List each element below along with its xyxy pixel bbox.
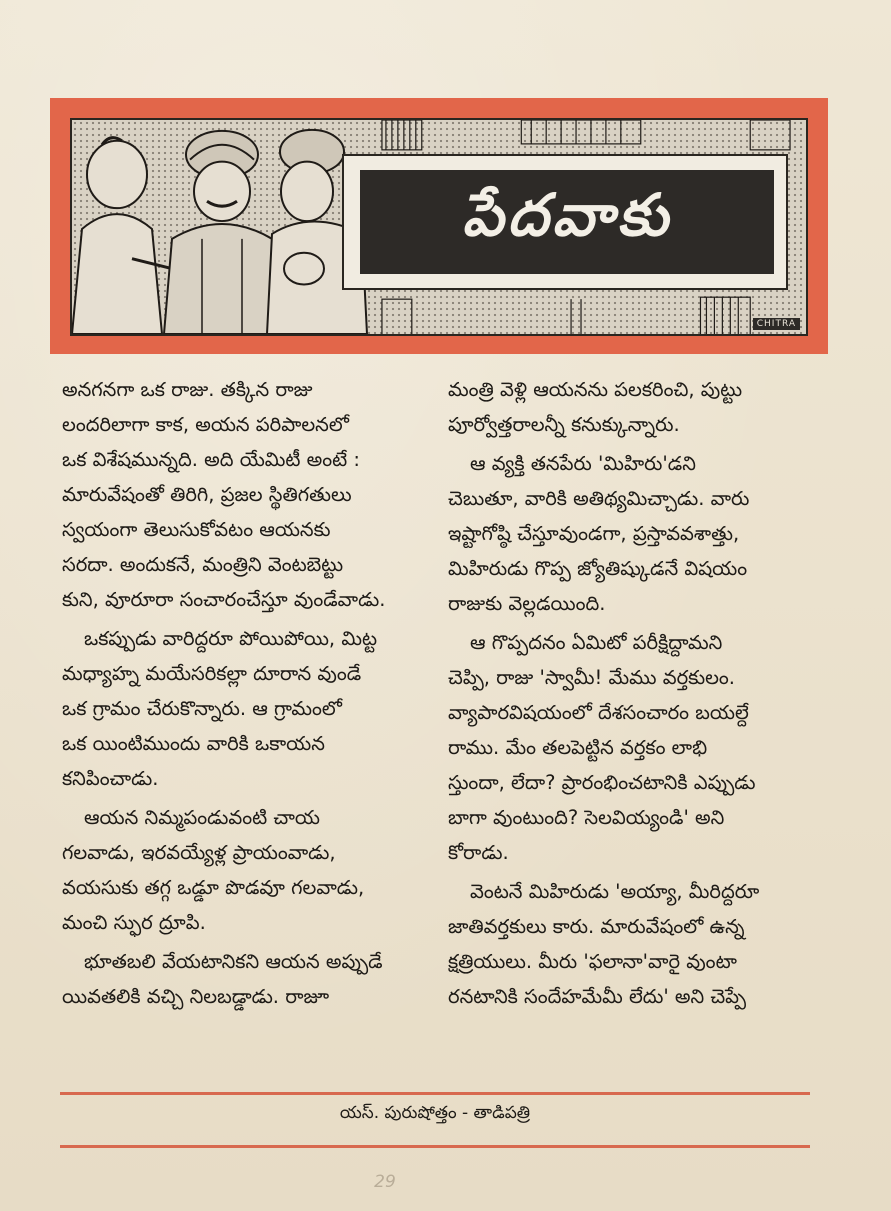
story-paragraph bbox=[62, 800, 442, 940]
story-line: స్వయంగా తెలుసుకోవటం ఆయనకు bbox=[62, 518, 331, 541]
story-line: అనగనగా ఒక రాజు. తక్కిన రాజు bbox=[62, 378, 313, 401]
story-line: ఆ గొప్పదనం ఏమిటో పరీక్షిద్దామని bbox=[470, 631, 723, 654]
story-line: సరదా. అందుకనే, మంత్రిని వెంటబెట్టు bbox=[62, 553, 344, 576]
story-line: ఆ వ్యక్తి తనపేరు 'మిహిరు'డని bbox=[470, 452, 696, 475]
author-credit: యస్. పురుషోత్తం - తాడిపత్రి bbox=[339, 1103, 531, 1123]
story-header-banner bbox=[50, 98, 828, 354]
story-line: పూర్వోత్తరాలన్నీ కనుక్కున్నారు. bbox=[448, 413, 680, 436]
story-line: వ్యాపారవిషయంలో దేశసంచారం బయల్దే bbox=[448, 701, 749, 724]
story-line: ఇష్టాగోష్ఠి చేస్తూవుండగా, ప్రస్తావవశాత్తు, bbox=[448, 522, 740, 545]
story-right-column bbox=[448, 372, 828, 1018]
story-paragraph bbox=[62, 372, 442, 617]
footer-rule-bottom bbox=[60, 1145, 810, 1148]
story-title: పేదవాకు bbox=[462, 180, 672, 249]
story-line: చెబుతూ, వారికి అతిథ్యమిచ్చాడు. వారు bbox=[448, 487, 750, 510]
story-line: గలవాడు, ఇరవయ్యేళ్ల ప్రాయంవాడు, bbox=[62, 841, 336, 864]
story-line: మధ్యాహ్న మయేసరికల్లా దూరాన వుండే bbox=[62, 662, 362, 685]
story-paragraph bbox=[62, 621, 442, 796]
story-line: చెప్పి, రాజు 'స్వామీ! మేము వర్తకులం. bbox=[448, 666, 736, 689]
story-line: జాతివర్తకులు కారు. మారువేషంలో ఉన్న bbox=[448, 915, 745, 938]
story-paragraph bbox=[448, 446, 828, 621]
story-line: స్తుందా, లేదా? ప్రారంభించటానికి ఎప్పుడు bbox=[448, 771, 756, 794]
story-line: రాజుకు వెల్లడయింది. bbox=[448, 592, 606, 615]
page-number: 29 bbox=[374, 1172, 396, 1192]
story-line: యివతలికి వచ్చి నిలబడ్డాడు. రాజూ bbox=[62, 985, 330, 1008]
title-box bbox=[360, 170, 774, 274]
story-paragraph bbox=[448, 625, 828, 870]
story-line: కనిపించాడు. bbox=[62, 767, 159, 790]
story-line: క్షత్రియులు. మీరు 'ఫలానా'వారై వుంటా bbox=[448, 950, 737, 973]
story-line: మిహిరుడు గొప్ప జ్యోతిష్కుడనే విషయం bbox=[448, 557, 748, 580]
story-paragraph bbox=[448, 372, 828, 442]
story-line: మంత్రి వెళ్లి ఆయనను పలకరించి, పుట్టు bbox=[448, 378, 743, 401]
story-line: భూతబలి వేయటానికని ఆయన అప్పుడే bbox=[84, 950, 383, 973]
story-paragraph bbox=[448, 874, 828, 1014]
story-line: రాము. మేం తలపెట్టిన వర్తకం లాభి bbox=[448, 736, 708, 759]
story-paragraph bbox=[62, 944, 442, 1014]
story-line: ఒకప్పుడు వారిద్దరూ పోయిపోయి, మిట్ట bbox=[84, 627, 378, 650]
story-line: కుని, వూరూరా సంచారంచేస్తూ వుండేవాడు. bbox=[62, 588, 386, 611]
story-line: రనటానికి సందేహమేమీ లేదు' అని చెప్పే bbox=[448, 985, 747, 1008]
story-line: కోరాడు. bbox=[448, 841, 509, 864]
story-line: మంచి స్ఫుర ద్రూపి. bbox=[62, 911, 206, 934]
story-line: ఆయన నిమ్మపండువంటి చాయ bbox=[84, 806, 320, 829]
three-men-illustration bbox=[72, 120, 372, 334]
story-line: బాగా వుంటుంది? సెలవియ్యండి' అని bbox=[448, 806, 725, 829]
story-line: ఒక గ్రామం చేరుకొన్నారు. ఆ గ్రామంలో bbox=[62, 697, 342, 720]
title-frame bbox=[342, 154, 788, 290]
story-line: వెంటనే మిహిరుడు 'అయ్యా, మీరిద్దరూ bbox=[470, 880, 760, 903]
story-left-column bbox=[62, 372, 442, 1018]
footer-rule-top bbox=[60, 1092, 810, 1095]
story-line: ఒక యింటిముందు వారికి ఒకాయన bbox=[62, 732, 325, 755]
story-line: వయసుకు తగ్గ ఒడ్డూ పొడవూ గలవాడు, bbox=[62, 876, 365, 899]
story-line: లందరిలాగా కాక, అయన పరిపాలనలో bbox=[62, 413, 349, 436]
story-line: ఒక విశేషమున్నది. అది యేమిటీ అంటే : bbox=[62, 448, 360, 471]
header-illustration-panel bbox=[70, 118, 808, 336]
story-line: మారువేషంతో తిరిగి, ప్రజల స్థితిగతులు bbox=[62, 483, 352, 506]
artist-signature: CHITRA bbox=[753, 318, 800, 330]
